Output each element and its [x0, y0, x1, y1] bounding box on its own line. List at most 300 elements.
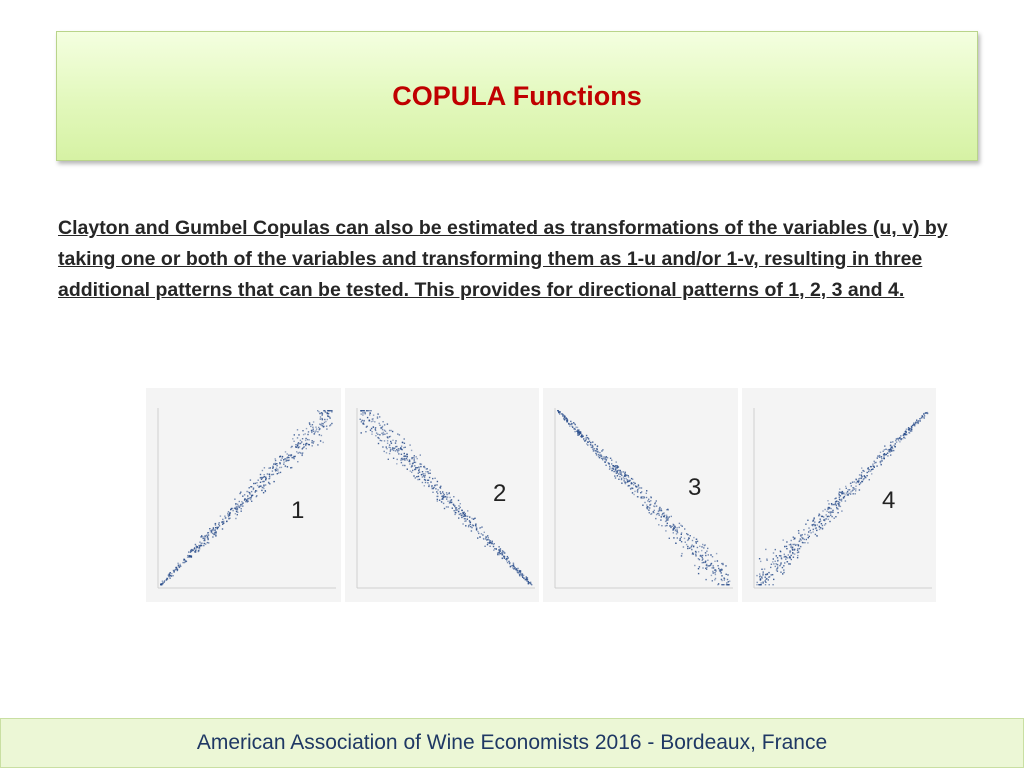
scatter-point	[235, 508, 236, 509]
scatter-point	[366, 426, 367, 427]
scatter-point	[673, 532, 674, 533]
scatter-point	[621, 483, 622, 484]
scatter-point	[852, 489, 853, 490]
scatter-point	[687, 540, 688, 541]
scatter-point	[771, 574, 772, 575]
body-paragraph: Clayton and Gumbel Copulas can also be estimated as transformations of the variables (u, v) by taking one or both of the variables and transforming them as 1-u and/or 1-v, resulting in three additional patterns that can be tested. This provides for directional patterns of 1, 2, 3 and 4.	[58, 217, 948, 301]
scatter-point	[625, 478, 626, 479]
scatter-point	[695, 541, 696, 542]
scatter-plot-3	[543, 388, 737, 602]
scatter-point	[297, 429, 298, 430]
scatter-point	[820, 527, 821, 528]
scatter-point	[858, 474, 859, 475]
scatter-point	[870, 469, 871, 470]
scatter-point	[379, 425, 380, 426]
scatter-point	[413, 459, 414, 460]
scatter-point	[625, 472, 626, 473]
scatter-point	[570, 421, 571, 422]
scatter-point	[458, 517, 459, 518]
scatter-point	[774, 549, 775, 550]
scatter-point	[501, 558, 502, 559]
scatter-panel-1	[146, 388, 341, 602]
scatter-point	[228, 516, 229, 517]
scatter-point	[306, 448, 307, 449]
scatter-point	[770, 574, 771, 575]
scatter-point	[619, 470, 620, 471]
scatter-point	[298, 442, 299, 443]
scatter-point	[506, 559, 507, 560]
scatter-point	[729, 581, 730, 582]
scatter-point	[320, 424, 321, 425]
scatter-point	[162, 581, 163, 582]
scatter-point	[708, 554, 709, 555]
scatter-point	[364, 413, 365, 414]
scatter-point	[383, 440, 384, 441]
scatter-point	[282, 456, 283, 457]
scatter-point	[222, 528, 223, 529]
scatter-point	[719, 570, 720, 571]
scatter-point	[387, 459, 388, 460]
scatter-point	[885, 454, 886, 455]
scatter-point	[765, 579, 766, 580]
scatter-point	[722, 569, 723, 570]
scatter-point	[665, 525, 666, 526]
scatter-point	[196, 547, 197, 548]
scatter-point	[319, 413, 320, 414]
copula-scatter-panels	[146, 388, 936, 602]
scatter-point	[383, 430, 384, 431]
scatter-point	[712, 556, 713, 557]
scatter-point	[796, 544, 797, 545]
scatter-point	[698, 568, 699, 569]
scatter-point	[632, 492, 633, 493]
scatter-point	[476, 527, 477, 528]
scatter-point	[225, 517, 226, 518]
scatter-point	[760, 582, 761, 583]
scatter-point	[721, 563, 722, 564]
scatter-point	[910, 429, 911, 430]
scatter-point	[392, 450, 393, 451]
scatter-point	[597, 452, 598, 453]
scatter-point	[867, 468, 868, 469]
scatter-point	[467, 510, 468, 511]
scatter-point	[695, 552, 696, 553]
scatter-point	[888, 451, 889, 452]
scatter-point	[830, 508, 831, 509]
scatter-point	[269, 476, 270, 477]
scatter-point	[397, 451, 398, 452]
scatter-point	[516, 571, 517, 572]
scatter-point	[386, 443, 387, 444]
scatter-point	[706, 567, 707, 568]
scatter-point	[375, 435, 376, 436]
scatter-point	[477, 537, 478, 538]
scatter-point	[762, 573, 763, 574]
scatter-point	[195, 551, 196, 552]
scatter-point	[676, 527, 677, 528]
scatter-point	[260, 474, 261, 475]
scatter-point	[441, 496, 442, 497]
scatter-point	[424, 473, 425, 474]
scatter-point	[160, 584, 161, 585]
scatter-point	[415, 456, 416, 457]
scatter-point	[442, 493, 443, 494]
scatter-point	[273, 474, 274, 475]
scatter-point	[898, 437, 899, 438]
scatter-point	[395, 446, 396, 447]
scatter-point	[646, 507, 647, 508]
scatter-point	[424, 467, 425, 468]
scatter-point	[692, 540, 693, 541]
scatter-point	[703, 547, 704, 548]
scatter-point	[841, 499, 842, 500]
scatter-point	[756, 584, 757, 585]
scatter-point	[561, 413, 562, 414]
scatter-point	[641, 491, 642, 492]
points-4	[756, 412, 928, 586]
scatter-point	[926, 413, 927, 414]
scatter-point	[861, 481, 862, 482]
scatter-point	[417, 473, 418, 474]
scatter-point	[613, 471, 614, 472]
scatter-point	[312, 427, 313, 428]
scatter-point	[294, 458, 295, 459]
scatter-point	[489, 546, 490, 547]
scatter-point	[418, 467, 419, 468]
scatter-point	[714, 569, 715, 570]
scatter-point	[917, 421, 918, 422]
scatter-point	[894, 443, 895, 444]
scatter-point	[362, 423, 363, 424]
scatter-point	[803, 539, 804, 540]
scatter-point	[768, 584, 769, 585]
scatter-point	[390, 443, 391, 444]
scatter-point	[767, 579, 768, 580]
scatter-point	[284, 458, 285, 459]
scatter-point	[721, 579, 722, 580]
scatter-point	[853, 489, 854, 490]
scatter-point	[521, 574, 522, 575]
scatter-point	[890, 442, 891, 443]
scatter-point	[917, 423, 918, 424]
scatter-point	[442, 491, 443, 492]
scatter-point	[577, 429, 578, 430]
scatter-point	[577, 434, 578, 435]
scatter-point	[766, 573, 767, 574]
scatter-point	[164, 581, 165, 582]
scatter-point	[812, 531, 813, 532]
scatter-point	[416, 467, 417, 468]
scatter-point	[836, 508, 837, 509]
scatter-point	[711, 575, 712, 576]
scatter-point	[412, 463, 413, 464]
scatter-point	[687, 548, 688, 549]
scatter-point	[834, 503, 835, 504]
scatter-point	[417, 479, 418, 480]
scatter-point	[895, 440, 896, 441]
scatter-point	[519, 575, 520, 576]
scatter-point	[713, 567, 714, 568]
scatter-point	[710, 563, 711, 564]
scatter-point	[513, 566, 514, 567]
scatter-point	[276, 465, 277, 466]
scatter-point	[783, 565, 784, 566]
scatter-point	[201, 545, 202, 546]
scatter-point	[459, 503, 460, 504]
scatter-point	[429, 473, 430, 474]
scatter-point	[882, 451, 883, 452]
scatter-point	[306, 443, 307, 444]
scatter-point	[894, 446, 895, 447]
scatter-point	[408, 459, 409, 460]
scatter-point	[620, 471, 621, 472]
scatter-point	[458, 508, 459, 509]
scatter-point	[761, 576, 762, 577]
scatter-point	[235, 503, 236, 504]
scatter-point	[661, 508, 662, 509]
scatter-point	[798, 533, 799, 534]
scatter-point	[785, 556, 786, 557]
scatter-point	[375, 432, 376, 433]
scatter-point	[322, 415, 323, 416]
scatter-point	[320, 440, 321, 441]
scatter-point	[242, 502, 243, 503]
scatter-point	[204, 543, 205, 544]
scatter-point	[696, 543, 697, 544]
scatter-point	[923, 415, 924, 416]
scatter-point	[814, 521, 815, 522]
scatter-point	[360, 413, 361, 414]
scatter-point	[841, 491, 842, 492]
scatter-point	[623, 471, 624, 472]
scatter-point	[327, 419, 328, 420]
scatter-point	[219, 525, 220, 526]
scatter-point	[322, 413, 323, 414]
scatter-point	[198, 550, 199, 551]
scatter-point	[667, 523, 668, 524]
scatter-point	[184, 562, 185, 563]
scatter-point	[429, 470, 430, 471]
scatter-point	[200, 543, 201, 544]
scatter-point	[489, 542, 490, 543]
scatter-point	[611, 470, 612, 471]
scatter-point	[848, 489, 849, 490]
scatter-point	[219, 522, 220, 523]
scatter-point	[222, 524, 223, 525]
scatter-point	[262, 477, 263, 478]
scatter-point	[821, 528, 822, 529]
scatter-point	[858, 489, 859, 490]
scatter-point	[264, 474, 265, 475]
scatter-point	[239, 505, 240, 506]
scatter-point	[247, 495, 248, 496]
scatter-point	[241, 501, 242, 502]
scatter-point	[595, 450, 596, 451]
footer-text: American Association of Wine Economists 2016 - Bordeaux, France	[196, 731, 828, 754]
scatter-point	[673, 528, 674, 529]
scatter-point	[242, 496, 243, 497]
scatter-point	[824, 520, 825, 521]
scatter-point	[574, 431, 575, 432]
scatter-point	[712, 571, 713, 572]
scatter-point	[237, 508, 238, 509]
scatter-point	[783, 572, 784, 573]
scatter-point	[892, 448, 893, 449]
scatter-point	[281, 467, 282, 468]
scatter-point	[852, 493, 853, 494]
scatter-point	[417, 476, 418, 477]
scatter-point	[760, 561, 761, 562]
scatter-point	[722, 564, 723, 565]
scatter-point	[724, 580, 725, 581]
scatter-point	[575, 424, 576, 425]
scatter-point	[325, 411, 326, 412]
scatter-point	[303, 434, 304, 435]
scatter-point	[441, 499, 442, 500]
scatter-point	[573, 428, 574, 429]
scatter-point	[774, 566, 775, 567]
scatter-point	[772, 584, 773, 585]
scatter-point	[454, 505, 455, 506]
scatter-point	[679, 527, 680, 528]
scatter-point	[424, 480, 425, 481]
scatter-point	[725, 565, 726, 566]
scatter-point	[201, 535, 202, 536]
scatter-point	[646, 497, 647, 498]
scatter-point	[269, 477, 270, 478]
scatter-point	[460, 513, 461, 514]
scatter-point	[576, 431, 577, 432]
scatter-point	[590, 442, 591, 443]
scatter-point	[272, 470, 273, 471]
scatter-point	[691, 549, 692, 550]
scatter-point	[714, 572, 715, 573]
scatter-point	[681, 532, 682, 533]
scatter-point	[214, 533, 215, 534]
scatter-point	[713, 565, 714, 566]
scatter-point	[586, 437, 587, 438]
panel-label-4: 4	[881, 487, 895, 514]
scatter-point	[421, 471, 422, 472]
scatter-point	[166, 579, 167, 580]
scatter-point	[437, 496, 438, 497]
scatter-point	[255, 491, 256, 492]
scatter-point	[694, 565, 695, 566]
scatter-point	[249, 493, 250, 494]
scatter-point	[396, 459, 397, 460]
scatter-point	[575, 429, 576, 430]
scatter-point	[255, 490, 256, 491]
scatter-point	[855, 479, 856, 480]
scatter-point	[411, 465, 412, 466]
scatter-point	[403, 456, 404, 457]
scatter-point	[911, 430, 912, 431]
scatter-point	[448, 492, 449, 493]
scatter-point	[277, 469, 278, 470]
scatter-point	[577, 427, 578, 428]
scatter-point	[276, 468, 277, 469]
scatter-point	[707, 560, 708, 561]
scatter-point	[475, 526, 476, 527]
scatter-point	[905, 431, 906, 432]
scatter-point	[397, 433, 398, 434]
scatter-point	[842, 497, 843, 498]
scatter-point	[675, 543, 676, 544]
scatter-point	[597, 446, 598, 447]
scatter-point	[432, 488, 433, 489]
scatter-point	[251, 501, 252, 502]
scatter-point	[641, 496, 642, 497]
scatter-point	[891, 447, 892, 448]
scatter-point	[797, 544, 798, 545]
scatter-point	[609, 466, 610, 467]
scatter-point	[834, 498, 835, 499]
scatter-point	[779, 565, 780, 566]
scatter-point	[880, 464, 881, 465]
scatter-point	[315, 430, 316, 431]
scatter-point	[581, 434, 582, 435]
scatter-point	[362, 414, 363, 415]
scatter-point	[525, 576, 526, 577]
scatter-point	[697, 541, 698, 542]
scatter-point	[831, 516, 832, 517]
scatter-point	[386, 448, 387, 449]
scatter-point	[893, 450, 894, 451]
scatter-point	[215, 535, 216, 536]
scatter-point	[562, 415, 563, 416]
scatter-point	[831, 504, 832, 505]
scatter-point	[636, 486, 637, 487]
scatter-point	[457, 500, 458, 501]
scatter-point	[445, 492, 446, 493]
scatter-point	[766, 560, 767, 561]
scatter-point	[430, 481, 431, 482]
scatter-point	[783, 556, 784, 557]
scatter-point	[484, 546, 485, 547]
scatter-point	[721, 572, 722, 573]
scatter-point	[435, 488, 436, 489]
scatter-point	[685, 542, 686, 543]
scatter-point	[423, 477, 424, 478]
scatter-point	[698, 551, 699, 552]
scatter-point	[824, 509, 825, 510]
scatter-point	[797, 530, 798, 531]
scatter-point	[721, 575, 722, 576]
scatter-point	[391, 431, 392, 432]
scatter-point	[330, 410, 331, 411]
scatter-point	[696, 539, 697, 540]
scatter-point	[587, 437, 588, 438]
scatter-point	[305, 433, 306, 434]
scatter-point	[195, 549, 196, 550]
scatter-point	[658, 524, 659, 525]
scatter-point	[788, 563, 789, 564]
scatter-point	[391, 449, 392, 450]
scatter-point	[634, 483, 635, 484]
scatter-point	[687, 546, 688, 547]
scatter-point	[317, 410, 318, 411]
scatter-point	[776, 557, 777, 558]
scatter-point	[663, 512, 664, 513]
scatter-point	[613, 469, 614, 470]
scatter-point	[237, 504, 238, 505]
scatter-point	[365, 410, 366, 411]
scatter-point	[463, 512, 464, 513]
scatter-point	[398, 453, 399, 454]
scatter-point	[798, 541, 799, 542]
scatter-point	[369, 413, 370, 414]
scatter-point	[780, 562, 781, 563]
